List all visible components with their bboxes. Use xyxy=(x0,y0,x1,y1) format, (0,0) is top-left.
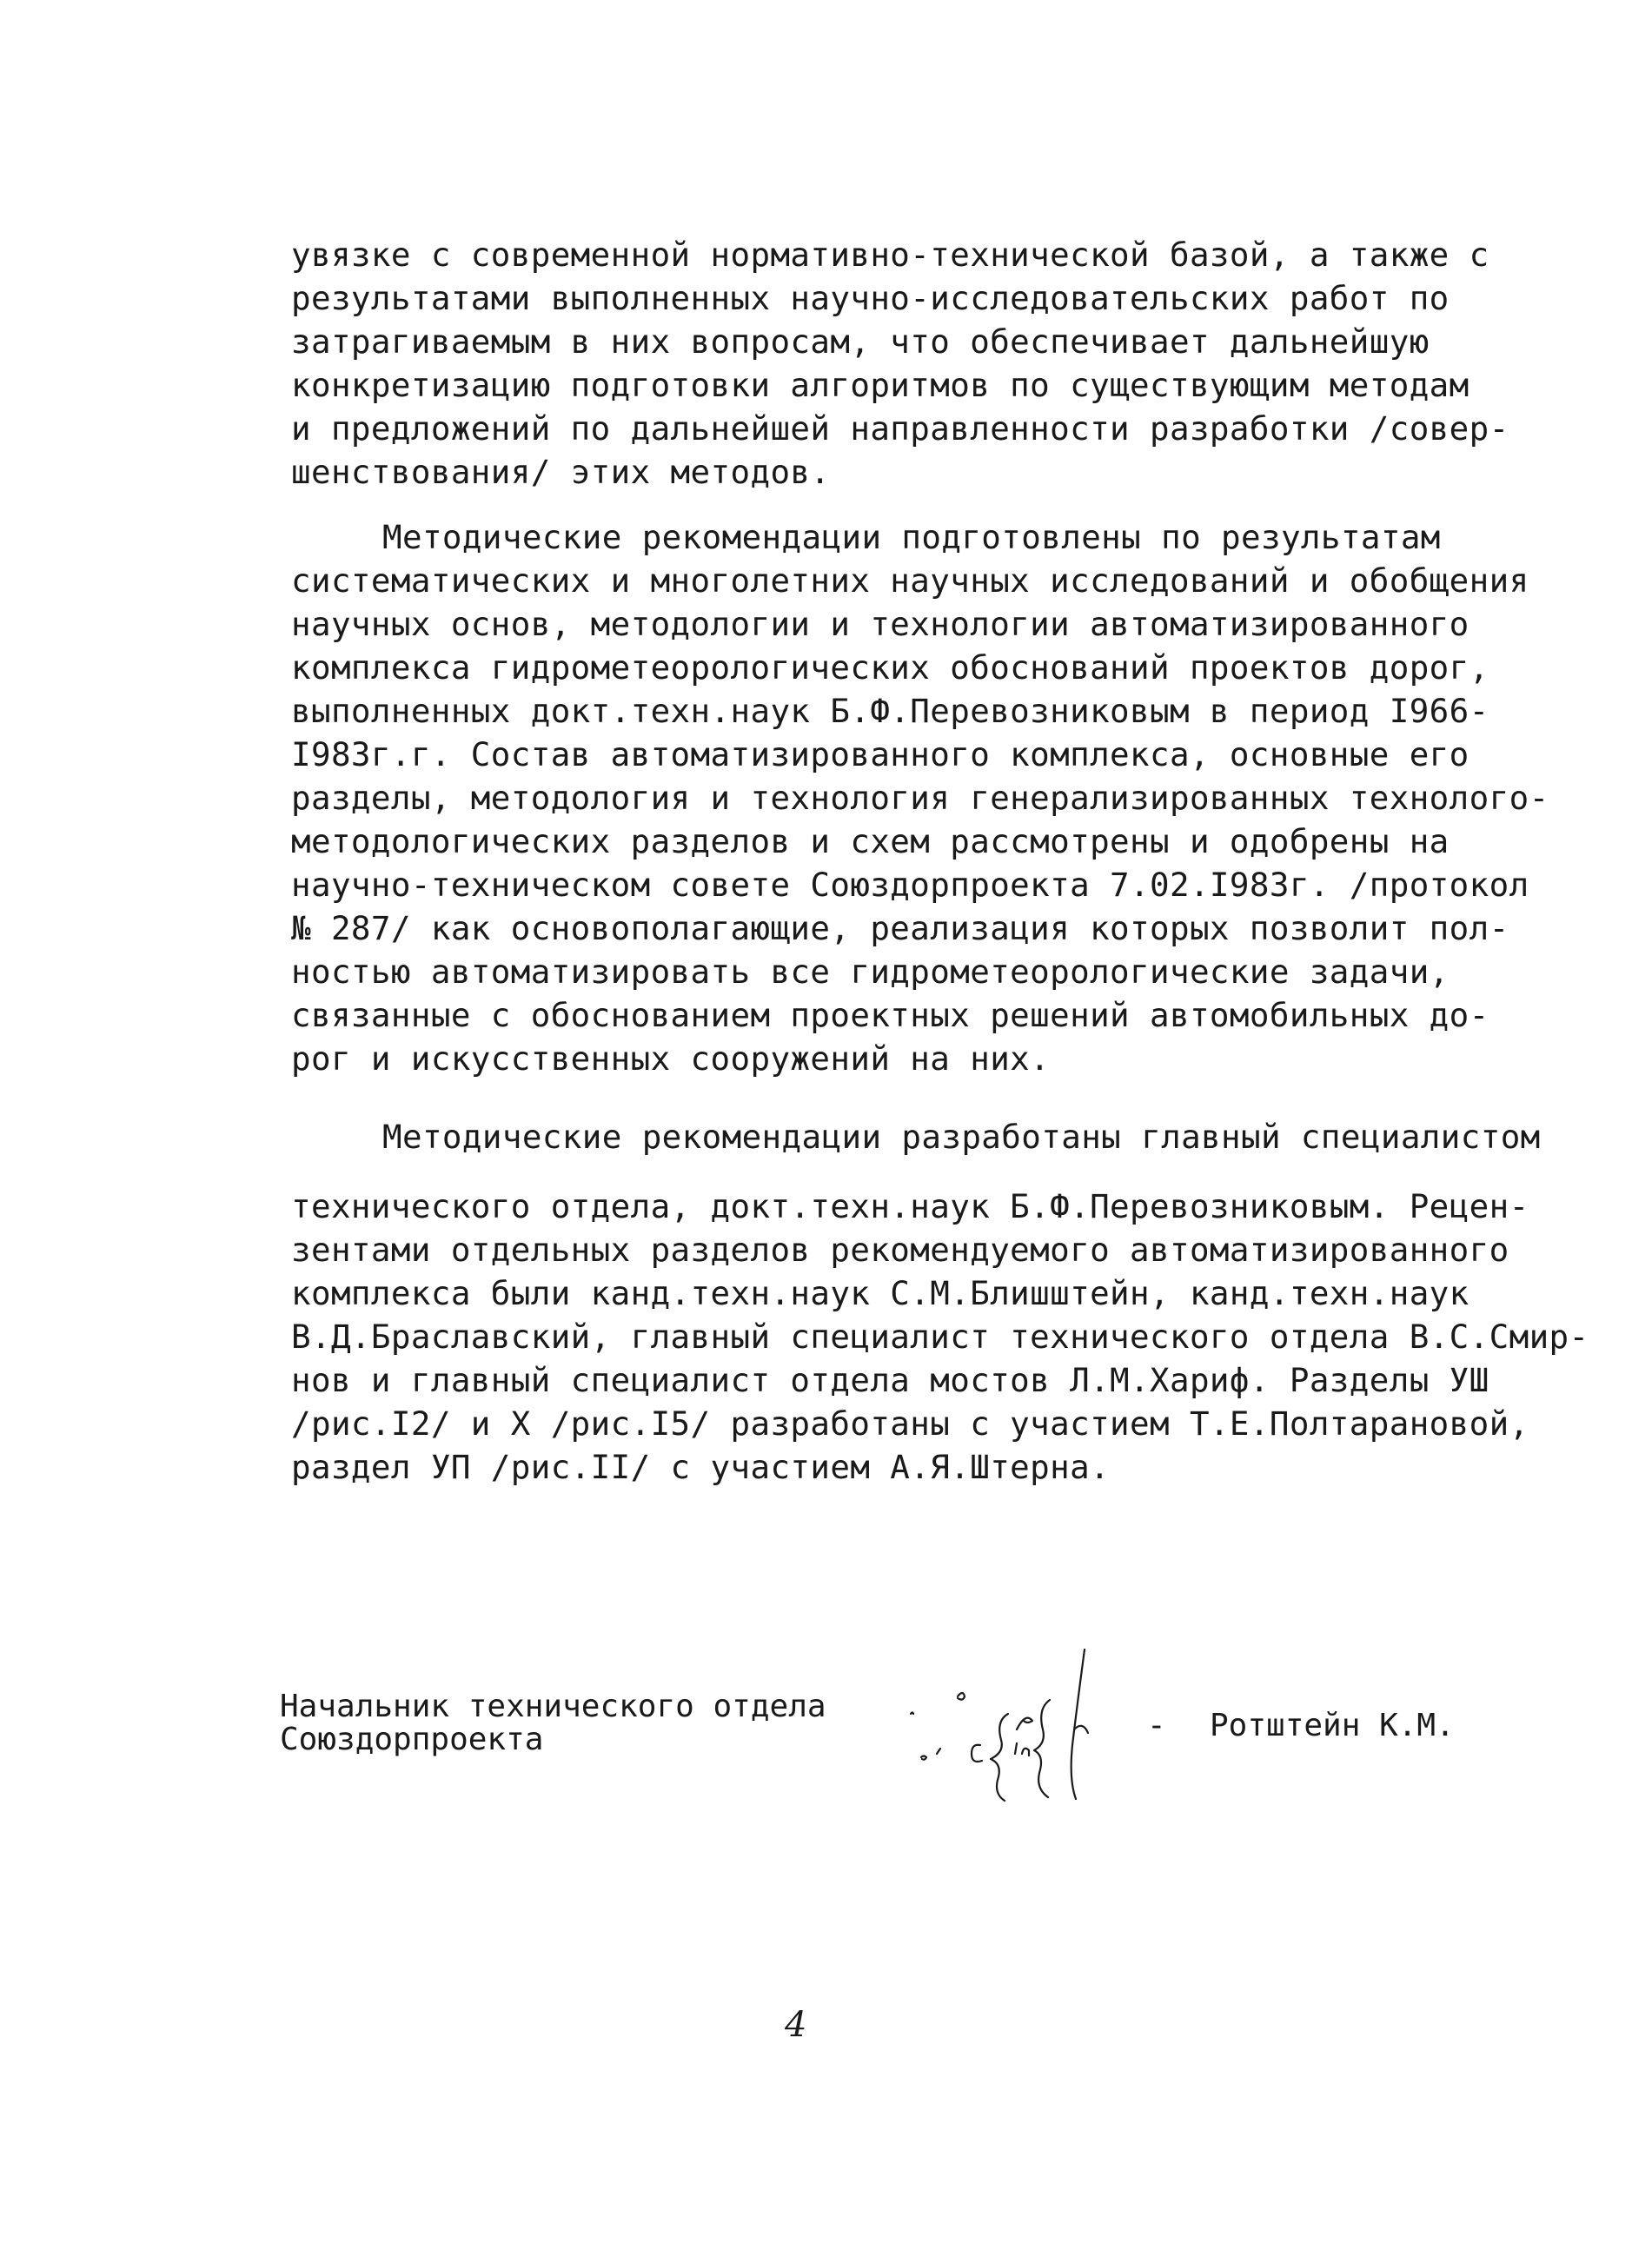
text-line: систематических и многолетних научных исследований и обобщения xyxy=(291,561,1529,600)
signatory-position-line-2: Союздорпроекта xyxy=(280,1722,544,1757)
page-number: 4 xyxy=(785,2005,807,2045)
text-line: связанные с обоснованием проектных решений автомобильных до- xyxy=(291,996,1489,1034)
text-line: нов и главный специалист отдела мостов Л.М.Хариф. Разделы УШ xyxy=(291,1361,1489,1399)
text-line: Методические рекомендации разработаны главный специалистом xyxy=(382,1118,1541,1156)
text-line: и предложений по дальнейшей направленности разработки /совер- xyxy=(291,409,1509,448)
text-line: шенствования/ этих методов. xyxy=(291,453,831,491)
text-line: комплекса были канд.техн.наук С.М.Блишштейн, канд.техн.наук xyxy=(291,1274,1470,1312)
text-line: методологических разделов и схем рассмотрены и одобрены на xyxy=(291,822,1450,860)
text-line: комплекса гидрометеорологических обоснований проектов дорог, xyxy=(291,648,1489,687)
text-line: научных основ, методологии и технологии автоматизированного xyxy=(291,605,1470,643)
text-line: технического отдела, докт.техн.наук Б.Ф.Перевозниковым. Рецен- xyxy=(291,1187,1529,1225)
handwritten-signature xyxy=(904,1643,1164,1808)
text-line: зентами отдельных разделов рекомендуемого автоматизированного xyxy=(291,1231,1509,1269)
text-line: выполненных докт.техн.наук Б.Ф.Перевозниковым в период I966- xyxy=(291,692,1489,730)
text-line: увязке с современной нормативно-технической базой, а также с xyxy=(291,236,1489,274)
signature-dash: - xyxy=(1147,1708,1166,1743)
signatory-name: Ротштейн К.М. xyxy=(1210,1708,1455,1743)
text-line: Методические рекомендации подготовлены по результатам xyxy=(382,518,1441,556)
text-line: результатами выполненных научно-исследовательских работ по xyxy=(291,279,1450,317)
text-line: I983г.г. Состав автоматизированного комплекса, основные его xyxy=(291,735,1470,773)
text-line: раздел УП /рис.II/ с участием А.Я.Штерна. xyxy=(291,1448,1111,1486)
text-line: рог и искусственных сооружений на них. xyxy=(291,1039,1051,1078)
text-line: № 287/ как основополагающие, реализация которых позволит пол- xyxy=(291,909,1509,947)
text-line: конкретизацию подготовки алгоритмов по существующим методам xyxy=(291,366,1470,404)
text-line: /рис.I2/ и Х /рис.I5/ разработаны с участием Т.Е.Полтарановой, xyxy=(291,1404,1529,1443)
text-line: научно-техническом совете Союздорпроекта 7.02.I983г. /протокол xyxy=(291,866,1529,904)
text-line: затрагиваемым в них вопросам, что обеспечивает дальнейшую xyxy=(291,322,1430,361)
text-line: В.Д.Браславский, главный специалист технического отдела В.С.Смир- xyxy=(291,1318,1589,1356)
signatory-position-line-1: Начальник технического отдела xyxy=(280,1689,826,1724)
text-line: ностью автоматизировать все гидрометеорологические задачи, xyxy=(291,953,1450,991)
text-line: разделы, методология и технология генерализированных технолого- xyxy=(291,779,1549,817)
